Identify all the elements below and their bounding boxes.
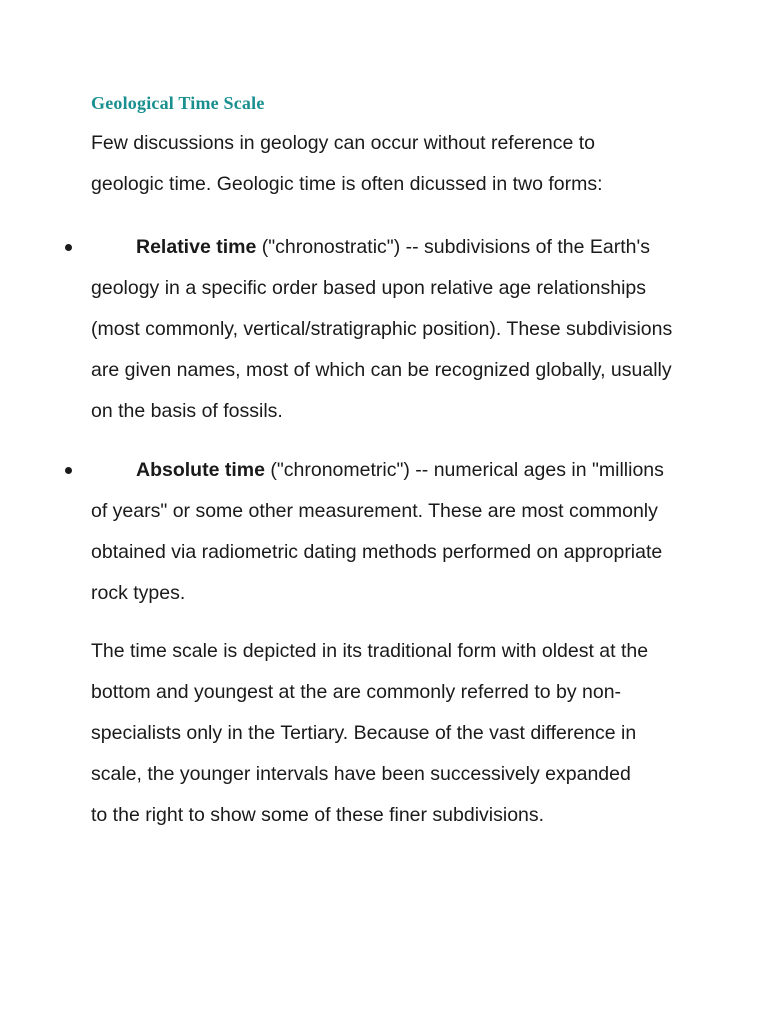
relative-time-description: ("chronostratic") -- subdivisions of the Earth's geology in a specific order based upon relative age relationships (most commonly, vertical/stratigraphic position). These subdivisions are given names, most of which can be recognized globally, usually on the basis of fossils.: [91, 236, 673, 422]
list-item-relative-time: [91, 227, 681, 432]
intro-paragraph: Few discussions in geology can occur without reference to geologic time. Geologic time is often dicussed in two forms:: [91, 132, 603, 195]
time-scale-paragraph: The time scale is depicted in its traditional form with oldest at the bottom and youngest at the are commonly referred to by non-specialists only in the Tertiary. Because of the vast difference in scale, the younger intervals have been successively expanded to the right to show some of these finer subdivisions.: [91, 640, 649, 826]
absolute-time-description: ("chronometric") -- numerical ages in "millions of years" or some other measurement. These are most commonly obtained via radiometric dating methods performed on appropriate rock types.: [91, 459, 664, 604]
absolute-time-term: Absolute time: [136, 459, 265, 481]
bullet-icon: [65, 244, 72, 251]
bullet-icon: [65, 467, 72, 474]
relative-time-term: Relative time: [136, 236, 257, 258]
document-title: Geological Time Scale: [91, 93, 265, 113]
list-item-absolute-time: [91, 450, 681, 614]
